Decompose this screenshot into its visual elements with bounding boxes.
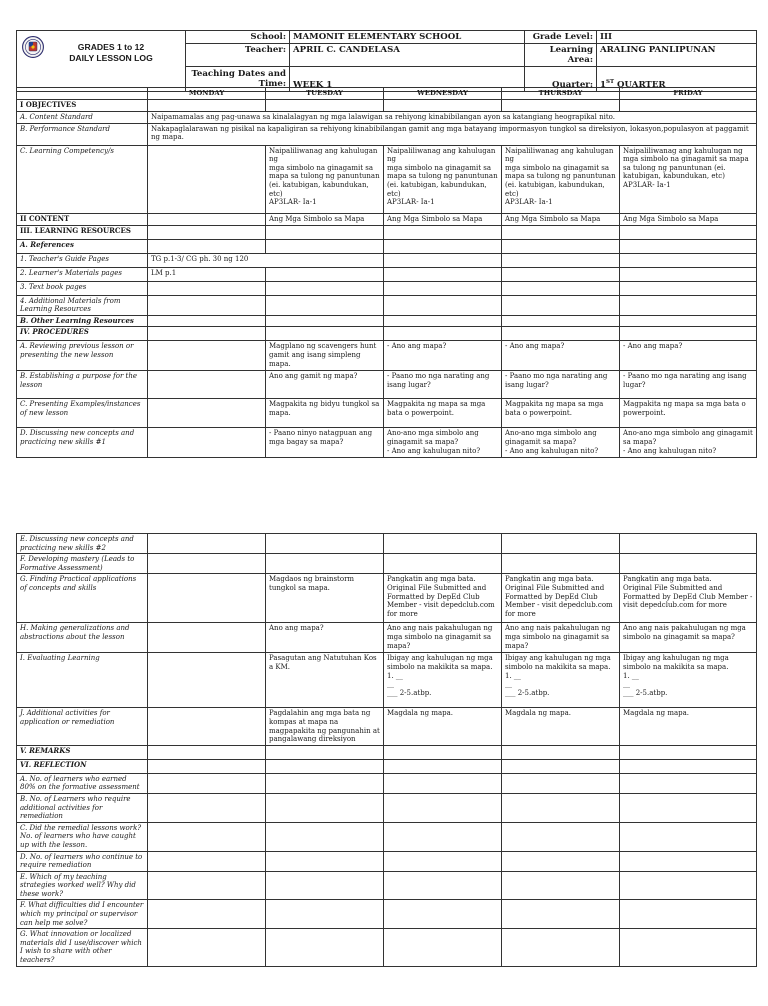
learners-materials-label: 2. Learner's Materials pages bbox=[17, 267, 148, 281]
learners-materials-value: LM p.1 bbox=[148, 267, 266, 281]
procedure-c-tuesday: Magpakita ng bidyu tungkol sa mapa. bbox=[266, 399, 384, 428]
procedure-f-label: F. Developing mastery (Leads to Formative Assessment) bbox=[17, 554, 148, 574]
teacher-value: APRIL C. CANDELASA bbox=[290, 44, 525, 67]
procedure-i-label: I. Evaluating Learning bbox=[17, 653, 148, 708]
procedure-b-label: B. Establishing a purpose for the lesson bbox=[17, 371, 148, 399]
procedure-j-label: J. Additional activities for application or remediation bbox=[17, 708, 148, 745]
procedure-c-friday: Magpakita ng mapa sa mga bata o powerpoint. bbox=[620, 399, 757, 428]
school-label: School: bbox=[186, 31, 290, 44]
textbook-pages-label: 3. Text book pages bbox=[17, 281, 148, 295]
performance-standard-value: Nakapaglalarawan ng pisikal na kapaligiran sa rehiyong kinabibilangan gamit ang mga batayang impormasyon tungkol sa direksiyon, lokasyon,populasyon at paggamit ng mapa. bbox=[148, 123, 757, 145]
procedure-d-label: D. Discussing new concepts and practicing new skills #1 bbox=[17, 428, 148, 458]
content-standard-value: Naipamamalas ang pag-unawa sa kinalalagyan ng mga lalawigan sa rehiyong kinabibilangan ayon sa katangiang heograpikal nito. bbox=[148, 111, 757, 123]
deped-seal-icon bbox=[22, 36, 44, 58]
reflection-d-label: D. No. of learners who continue to require remediation bbox=[17, 851, 148, 871]
reflection-b-label: B. No. of Learners who require additional activities for remediation bbox=[17, 793, 148, 822]
teachers-guide-label: 1. Teacher's Guide Pages bbox=[17, 253, 148, 267]
remarks-heading: V. REMARKS bbox=[17, 745, 148, 759]
blank-corner bbox=[17, 88, 148, 100]
learning-competency-label: C. Learning Competency/s bbox=[17, 145, 148, 213]
procedure-i-thursday: Ibigay ang kahulugan ng mga simbolo na makikita sa mapa. 1. __ __ ___ 2-5.atbp. bbox=[502, 653, 620, 708]
procedure-d-thursday: Ano-ano mga simbolo ang ginagamit sa mapa? - Ano ang kahulugan nito? bbox=[502, 428, 620, 458]
logo-cell bbox=[17, 31, 186, 92]
content-heading: II CONTENT bbox=[17, 213, 148, 225]
procedure-j-thursday: Magdala ng mapa. bbox=[502, 708, 620, 745]
procedure-d-wednesday: Ano-ano mga simbolo ang ginagamit sa mapa? - Ano ang kahulugan nito? bbox=[384, 428, 502, 458]
procedure-j-tuesday: Pagdalahin ang mga bata ng kompas at mapa na magpapakita ng pangunahin at pangalawang direksiyon bbox=[266, 708, 384, 745]
content-tuesday: Ang Mga Simbolo sa Mapa bbox=[266, 213, 384, 225]
references-heading: A. References bbox=[17, 239, 148, 253]
reflection-g-label: G. What innovation or localized materials did I use/discover which I wish to share with other teachers? bbox=[17, 929, 148, 967]
procedure-h-tuesday: Ano ang mapa? bbox=[266, 623, 384, 653]
objectives-heading: I OBJECTIVES bbox=[17, 99, 148, 111]
procedure-c-label: C. Presenting Examples/instances of new lesson bbox=[17, 399, 148, 428]
procedure-i-friday: Ibigay ang kahulugan ng mga simbolo na makikita sa mapa. 1. __ __ ___ 2-5.atbp. bbox=[620, 653, 757, 708]
procedure-a-tuesday: Magplano ng scavengers hunt gamit ang isang simpleng mapa. bbox=[266, 341, 384, 371]
learning-area-value: ARALING PANLIPUNAN bbox=[597, 44, 757, 67]
procedure-g-thursday: Pangkatin ang mga bata. Original File Submitted and Formatted by DepEd Club Member - visit depedclub.com for more bbox=[502, 574, 620, 623]
learning-area-label: Learning Area: bbox=[525, 44, 597, 67]
procedure-j-friday: Magdala ng mapa. bbox=[620, 708, 757, 745]
day-thursday: THURSDAY bbox=[502, 88, 620, 100]
day-monday: MONDAY bbox=[148, 88, 266, 100]
procedure-c-thursday: Magpakita ng mapa sa mga bata o powerpoint. bbox=[502, 399, 620, 428]
reflection-c-label: C. Did the remedial lessons work? No. of learners who have caught up with the lesson. bbox=[17, 822, 148, 851]
procedure-d-friday: Ano-ano mga simbolo ang ginagamit sa mapa? - Ano ang kahulugan nito? bbox=[620, 428, 757, 458]
procedure-j-wednesday: Magdala ng mapa. bbox=[384, 708, 502, 745]
procedure-a-thursday: - Ano ang mapa? bbox=[502, 341, 620, 371]
dll-title bbox=[51, 42, 171, 63]
title-line-2: DAILY LESSON LOG bbox=[69, 52, 153, 63]
procedure-a-friday: - Ano ang mapa? bbox=[620, 341, 757, 371]
competency-tuesday: Naipaliliwanag ang kahulugan ng mga simbolo na ginagamit sa mapa sa tulong ng panuntunan (ei. katubigan, kabundukan, etc) AP3LAR- Ia-1 bbox=[266, 145, 384, 213]
grade-level-label: Grade Level: bbox=[525, 31, 597, 44]
procedure-h-friday: Ano ang nais pakahulugan ng mga simbolo na ginagamit sa mapa? bbox=[620, 623, 757, 653]
procedure-i-tuesday: Pasagutan ang Natutuhan Kos a KM. bbox=[266, 653, 384, 708]
procedures-heading: IV. PROCEDURES bbox=[17, 327, 148, 341]
procedure-c-wednesday: Magpakita ng mapa sa mga bata o powerpoint. bbox=[384, 399, 502, 428]
content-thursday: Ang Mga Simbolo sa Mapa bbox=[502, 213, 620, 225]
procedure-e-label: E. Discussing new concepts and practicing new skills #2 bbox=[17, 534, 148, 554]
lesson-log-table-page-1 bbox=[16, 87, 757, 458]
competency-wednesday: Naipaliliwanag ang kahulugan ng mga simbolo na ginagamit sa mapa sa tulong ng panuntunan (ei. katubigan, kabundukan, etc) AP3LAR- Ia-1 bbox=[384, 145, 502, 213]
content-standard-label: A. Content Standard bbox=[17, 111, 148, 123]
additional-materials-label: 4. Additional Materials from Learning Resources bbox=[17, 295, 148, 315]
procedure-i-wednesday: Ibigay ang kahulugan ng mga simbolo na makikita sa mapa. 1. __ __ ___ 2-5.atbp. bbox=[384, 653, 502, 708]
procedure-g-tuesday: Magdaos ng brainstorm tungkol sa mapa. bbox=[266, 574, 384, 623]
teaching-dates-value: WEEK 1 bbox=[290, 67, 525, 92]
day-wednesday: WEDNESDAY bbox=[384, 88, 502, 100]
content-wednesday: Ang Mga Simbolo sa Mapa bbox=[384, 213, 502, 225]
procedure-g-label: G. Finding Practical applications of concepts and skills bbox=[17, 574, 148, 623]
grade-level-value: III bbox=[597, 31, 757, 44]
day-friday: FRIDAY bbox=[620, 88, 757, 100]
quarter-number: 1 bbox=[600, 80, 606, 90]
teachers-guide-value: TG p.1-3/ CG ph. 30 ng 120 bbox=[148, 253, 384, 267]
reflection-e-label: E. Which of my teaching strategies worked well? Why did these work? bbox=[17, 871, 148, 900]
other-resources-label: B. Other Learning Resources bbox=[17, 315, 148, 327]
procedure-g-wednesday: Pangkatin ang mga bata. Original File Submitted and Formatted by DepEd Club Member - visit depedclub.com for more bbox=[384, 574, 502, 623]
quarter-word: QUARTER bbox=[614, 80, 666, 90]
procedure-a-wednesday: - Ano ang mapa? bbox=[384, 341, 502, 371]
competency-friday: Naipaliliwanag ang kahulugan ng mga simbolo na ginagamit sa mapa sa tulong ng panuntunan (ei. katubigan, kabundukan, etc) AP3LAR- Ia-1 bbox=[620, 145, 757, 213]
procedure-g-friday: Pangkatin ang mga bata. Original File Submitted and Formatted by DepEd Club Member - visit depedclub.com for more bbox=[620, 574, 757, 623]
procedure-h-wednesday: Ano ang nais pakahulugan ng mga simbolo na ginagamit sa mapa? bbox=[384, 623, 502, 653]
content-friday: Ang Mga Simbolo sa Mapa bbox=[620, 213, 757, 225]
competency-thursday: Naipaliliwanag ang kahulugan ng mga simbolo na ginagamit sa mapa sa tulong ng panuntunan (ei. katubigan, kabundukan, etc) AP3LAR- Ia-1 bbox=[502, 145, 620, 213]
procedure-d-tuesday: - Paano ninyo natagpuan ang mga bagay sa mapa? bbox=[266, 428, 384, 458]
header-table bbox=[16, 30, 757, 92]
procedure-h-thursday: Ano ang nais pakahulugan ng mga simbolo na ginagamit sa mapa? bbox=[502, 623, 620, 653]
quarter-label: Quarter: bbox=[525, 67, 597, 92]
procedure-b-tuesday: Ano ang gamit ng mapa? bbox=[266, 371, 384, 399]
title-line-1: GRADES 1 to 12 bbox=[77, 42, 145, 52]
reflection-f-label: F. What difficulties did I encounter which my principal or supervisor can help me solve? bbox=[17, 900, 148, 929]
performance-standard-label: B. Performance Standard bbox=[17, 123, 148, 145]
procedure-b-thursday: - Paano mo nga narating ang isang lugar? bbox=[502, 371, 620, 399]
school-value: MAMONIT ELEMENTARY SCHOOL bbox=[290, 31, 525, 44]
lesson-log-table-page-2 bbox=[16, 533, 757, 967]
day-tuesday: TUESDAY bbox=[266, 88, 384, 100]
learning-resources-heading: III. LEARNING RESOURCES bbox=[17, 225, 148, 239]
reflection-a-label: A. No. of learners who earned 80% on the formative assessment bbox=[17, 773, 148, 793]
quarter-suffix: ST bbox=[605, 79, 615, 86]
teacher-label: Teacher: bbox=[186, 44, 290, 67]
procedure-h-label: H. Making generalizations and abstractions about the lesson bbox=[17, 623, 148, 653]
procedure-a-label: A. Reviewing previous lesson or presenting the new lesson bbox=[17, 341, 148, 371]
procedure-b-wednesday: - Paano mo nga narating ang isang lugar? bbox=[384, 371, 502, 399]
reflection-heading: VI. REFLECTION bbox=[17, 759, 148, 773]
procedure-b-friday: - Paano mo nga narating ang isang lugar? bbox=[620, 371, 757, 399]
teaching-dates-label: Teaching Dates and Time: bbox=[186, 67, 290, 92]
